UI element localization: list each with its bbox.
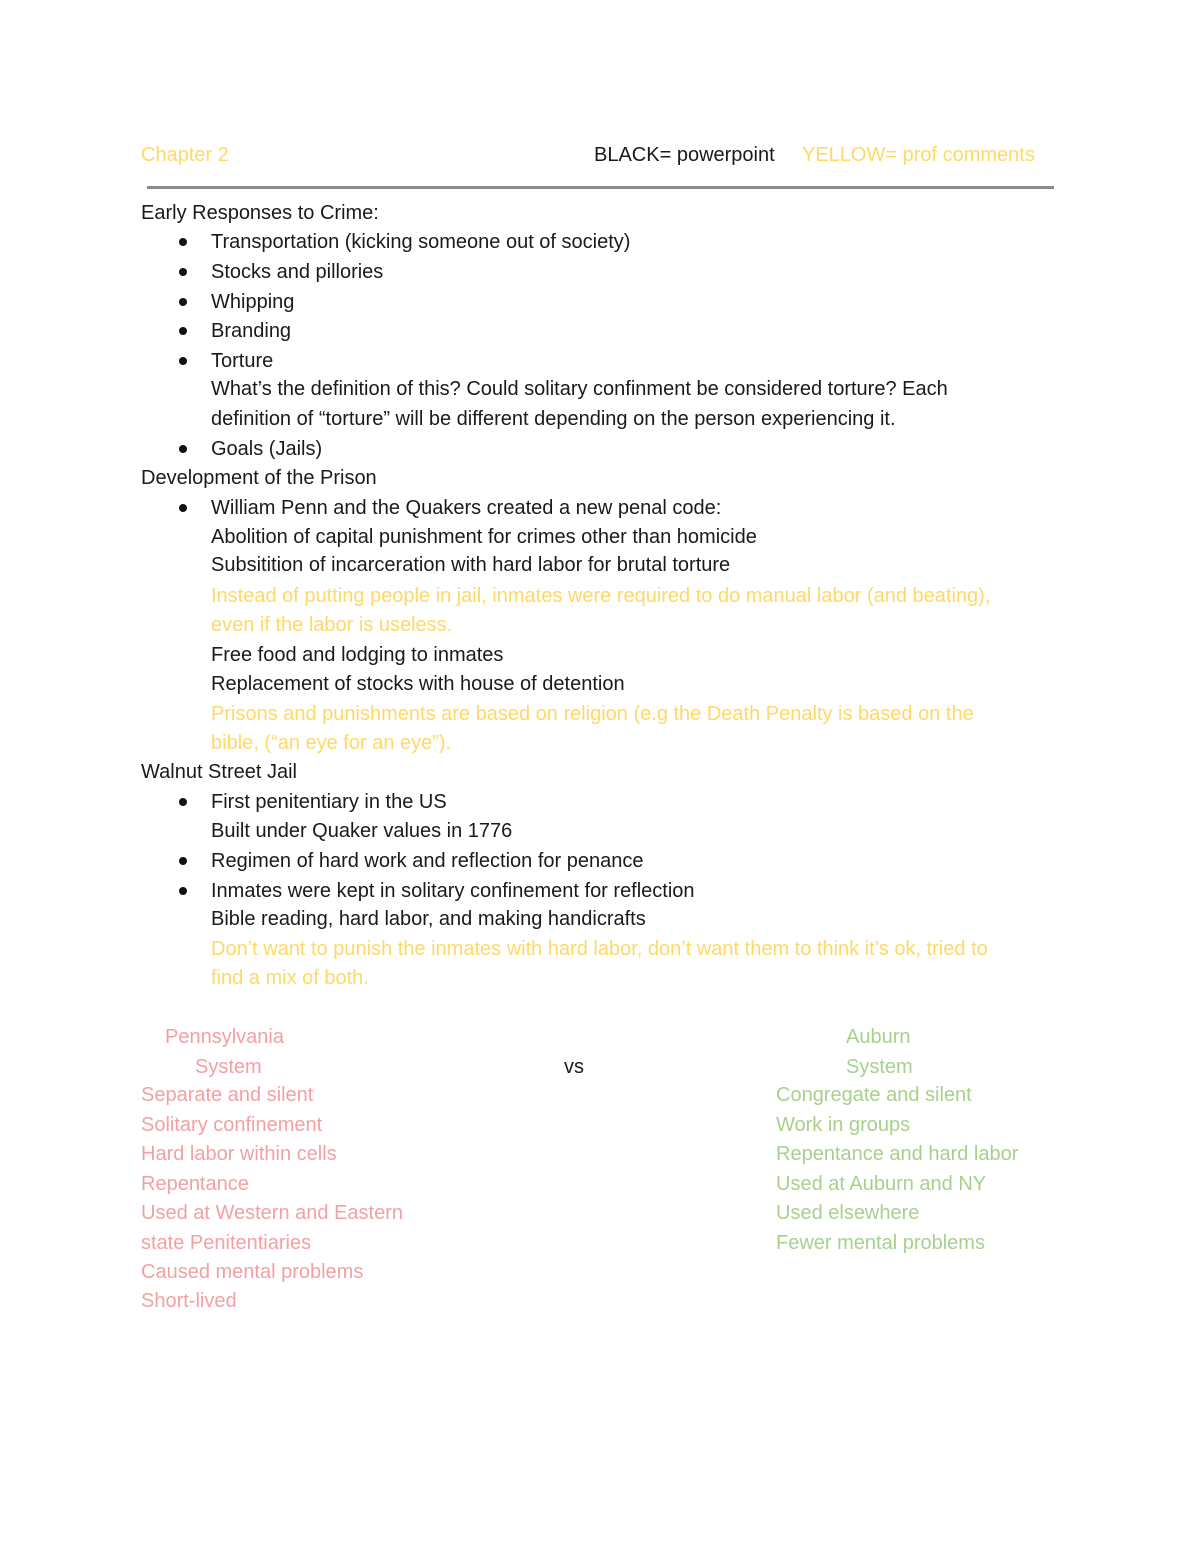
section-heading-walnut: Walnut Street Jail — [141, 761, 297, 783]
list-item: Regimen of hard work and reflection for penance — [211, 850, 644, 872]
legend-black: BLACK= powerpoint — [594, 144, 775, 166]
list-item: Inmates were kept in solitary confinement for reflection — [211, 880, 695, 902]
bullet-icon — [179, 238, 187, 246]
bullet-icon — [179, 327, 187, 335]
prof-comment: Don’t want to punish the inmates with hard labor, don’t want them to think it’s ok, tried to — [211, 938, 988, 960]
pennsylvania-item: Repentance — [141, 1173, 249, 1195]
auburn-item: Congregate and silent — [776, 1084, 972, 1106]
pennsylvania-item: Used at Western and Eastern — [141, 1202, 403, 1224]
prof-comment: even if the labor is useless. — [211, 614, 453, 636]
pennsylvania-item: Separate and silent — [141, 1084, 314, 1106]
note-line: Free food and lodging to inmates — [211, 644, 504, 666]
list-item: Torture — [211, 350, 274, 372]
list-item: Stocks and pillories — [211, 261, 384, 283]
prof-comment: Instead of putting people in jail, inmates were required to do manual labor (and beating), — [211, 585, 991, 607]
auburn-item: Fewer mental problems — [776, 1232, 985, 1254]
pennsylvania-item: state Penitentiaries — [141, 1232, 312, 1254]
bullet-icon — [179, 357, 187, 365]
bullet-icon — [179, 268, 187, 276]
note-line: Abolition of capital punishment for crimes other than homicide — [211, 526, 757, 548]
bullet-icon — [179, 445, 187, 453]
note-line: Subsitition of incarceration with hard labor for brutal torture — [211, 554, 731, 576]
vs-label: vs — [564, 1056, 584, 1078]
chapter-title: Chapter 2 — [141, 144, 229, 166]
auburn-item: Used elsewhere — [776, 1202, 920, 1224]
horizontal-rule — [147, 186, 1054, 189]
note-line: definition of “torture” will be different depending on the person experiencing it. — [211, 408, 896, 430]
auburn-title-system: System — [846, 1056, 913, 1078]
list-item: William Penn and the Quakers created a new penal code: — [211, 497, 722, 519]
list-item: Transportation (kicking someone out of society) — [211, 231, 631, 253]
note-line: Replacement of stocks with house of detention — [211, 673, 625, 695]
bullet-icon — [179, 887, 187, 895]
pennsylvania-item: Caused mental problems — [141, 1261, 364, 1283]
auburn-item: Repentance and hard labor — [776, 1143, 1019, 1165]
prof-comment: Prisons and punishments are based on religion (e.g the Death Penalty is based on the — [211, 703, 974, 725]
note-line: Built under Quaker values in 1776 — [211, 820, 513, 842]
legend-yellow: YELLOW= prof comments — [802, 144, 1035, 166]
pennsylvania-title: Pennsylvania — [165, 1026, 284, 1048]
prof-comment: find a mix of both. — [211, 967, 369, 989]
note-line: Bible reading, hard labor, and making handicrafts — [211, 908, 646, 930]
pennsylvania-item: Solitary confinement — [141, 1114, 323, 1136]
bullet-icon — [179, 298, 187, 306]
list-item: Branding — [211, 320, 292, 342]
bullet-icon — [179, 857, 187, 865]
prof-comment: bible, (“an eye for an eye”). — [211, 732, 452, 754]
bullet-icon — [179, 798, 187, 806]
auburn-title: Auburn — [846, 1026, 911, 1048]
list-item: First penitentiary in the US — [211, 791, 447, 813]
auburn-item: Work in groups — [776, 1114, 911, 1136]
section-heading-development: Development of the Prison — [141, 467, 377, 489]
note-line: What’s the definition of this? Could solitary confinment be considered torture? Each — [211, 378, 948, 400]
bullet-icon — [179, 504, 187, 512]
list-item: Goals (Jails) — [211, 438, 323, 460]
pennsylvania-title-system: System — [195, 1056, 262, 1078]
pennsylvania-item: Short-lived — [141, 1290, 237, 1312]
list-item: Whipping — [211, 291, 295, 313]
section-heading-early: Early Responses to Crime: — [141, 202, 379, 224]
auburn-item: Used at Auburn and NY — [776, 1173, 987, 1195]
pennsylvania-item: Hard labor within cells — [141, 1143, 337, 1165]
